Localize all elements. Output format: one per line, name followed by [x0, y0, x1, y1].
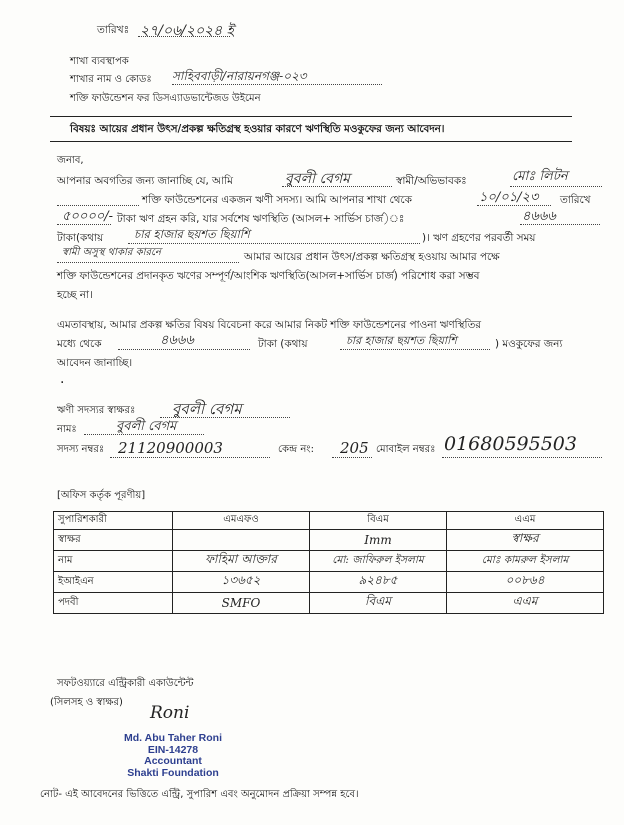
center-underline	[332, 457, 372, 458]
stamp-title: Accountant	[144, 755, 202, 767]
para2-line2-b: টাকা (কথায়	[258, 338, 308, 350]
footer-note: নোট- এই আবেদনের ভিত্তিতে এন্ট্রি, সুপারিশ এবং অনুমোদন প্রক্রিয়া সম্পন্ন হবে।	[40, 789, 359, 800]
header-cell: সুপারিশকারী	[54, 512, 173, 530]
waiver-amount: ৪৬৬৬	[160, 333, 194, 348]
accountant-seal-label: (সিলসহ ও স্বাক্ষর)	[50, 697, 123, 708]
loss-reason-underline	[57, 262, 239, 263]
header-cell: এমএফও	[173, 512, 310, 530]
organization: শক্তি ফাউন্ডেশন ফর ডিসএ্যাডভান্টেজড উইমেন	[70, 93, 261, 104]
table-row	[54, 551, 604, 572]
member-number-underline	[110, 457, 270, 458]
para1-line6: শক্তি ফাউন্ডেশনের প্রদানকৃত ঋণের সম্পূর্ণ/আংশিক ঋণস্থিতি(আসল+সার্ভিস চার্জ) পরিশোধ করা সম্ভব	[57, 270, 480, 282]
subject-bottom-rule	[50, 141, 572, 142]
table-row	[54, 530, 604, 551]
addressee: শাখা ব্যবস্থাপক	[70, 56, 129, 67]
subject: বিষয়ঃ আয়ের প্রধান উৎস/প্রকল্প ক্ষতিগ্রস্থ হওয়ার কারণে ঋণস্থিতি মওকুফের জন্য আবেদন।	[70, 123, 445, 135]
cell: বিএম	[310, 593, 447, 614]
accountant-stamp	[98, 733, 248, 779]
cell: ০০৮৬৪	[447, 572, 604, 593]
loan-date-underline	[477, 205, 551, 206]
loss-reason: স্বামী অসুস্থ থাকার কারনে	[62, 247, 161, 258]
member-number-label: সদস্য নম্বরঃ	[57, 444, 105, 455]
member-signature: বুবলী বেগম	[172, 400, 242, 418]
table-header-row	[54, 512, 604, 530]
para1-line5: আমার আয়ের প্রধান উৎস/প্রকল্প ক্ষতিগ্রস্থ হওয়ায় আমার পক্ষে	[244, 251, 500, 263]
para1-line4-b: )। ঋণ গ্রহণের পরবর্তী সময়	[422, 232, 536, 244]
cell: ফাহিমা আক্তার	[173, 551, 310, 572]
office-section-title: [অফিস কর্তৃক পূরণীয়]	[57, 490, 146, 501]
row-label: ইআইএন	[54, 572, 173, 593]
header-cell: এএম	[447, 512, 604, 530]
para1-line1-b: স্বামী/অভিভাবকঃ	[396, 175, 467, 187]
para2-line2-a: মধ্যে থেকে	[57, 338, 102, 350]
mobile-label: মোবাইল নম্বরঃ	[376, 444, 436, 455]
cell: স্বাক্ষর	[447, 530, 604, 551]
row-label: নাম	[54, 551, 173, 572]
cell: ৯২৪৮৫	[310, 572, 447, 593]
center-label: কেন্দ্র নং:	[278, 444, 314, 455]
recommendation-table	[53, 511, 604, 614]
member-signature-label: ঋণী সদস্যর স্বাক্ষরঃ	[57, 405, 136, 416]
para2-line2-c: ) মওকুফের জন্য	[495, 338, 563, 350]
cell: Imm	[310, 530, 447, 551]
member-signature-underline	[160, 417, 290, 418]
member-number: 21120900003	[118, 439, 223, 457]
cell: ১৩৬৫২	[173, 572, 310, 593]
para2-line1: এমতাবস্থায়, আমার প্রকল্প ক্ষতির বিষয় বিবেচনা করে আমার নিকট শক্তি ফাউন্ডেশনের পাওনা ঋণস্থিতির	[57, 319, 481, 331]
balance-amount: ৪৬৬৬	[522, 209, 556, 224]
para2-line3: আবেদন জানাচ্ছি।	[57, 357, 133, 369]
cell: SMFO	[173, 593, 310, 614]
para1-line2-end: তারিখে	[560, 194, 591, 206]
mobile-underline	[442, 457, 602, 458]
member-name: বুবলী বেগম	[116, 419, 177, 434]
table-row	[54, 572, 604, 593]
branch-label: শাখার নাম ও কোডঃ	[70, 74, 152, 85]
para1-line1-a: আপনার অবগতির জন্য জানাচ্ছি যে, আমি	[57, 175, 233, 187]
date-value: ২৭/০৬/২০২৪ ই	[140, 23, 234, 39]
pen-mark: ·	[60, 375, 65, 391]
cell: মোঃ কামরুল ইসলাম	[447, 551, 604, 572]
balance-words-underline	[128, 243, 420, 244]
subject-top-rule	[50, 116, 572, 117]
balance-in-words: চার হাজার ছয়শত ছিয়াশি	[134, 227, 250, 241]
guardian-underline	[510, 186, 602, 187]
mobile-number: 01680595503	[444, 433, 577, 455]
para1-line4-a: টাকা(কথায়	[57, 232, 104, 244]
stamp-name: Md. Abu Taher Roni	[124, 732, 222, 744]
waiver-words-underline	[340, 349, 490, 350]
branch-underline	[172, 84, 382, 85]
center-number: 205	[340, 439, 369, 457]
cell: এএম	[447, 593, 604, 614]
loan-amount: ৫০০০০/-	[62, 209, 114, 224]
row-label: স্বাক্ষর	[54, 530, 173, 551]
branch-value: সাহিববাড়ী/নারায়নগঞ্জ-০২৩	[172, 69, 307, 83]
date-label: তারিখঃ	[97, 24, 130, 36]
salutation: জনাব,	[57, 155, 84, 166]
stamp-ein: EIN-14278	[147, 743, 199, 756]
accountant-label: সফটওয়্যারে এন্ট্রিকারী একাউন্টেন্ট	[57, 678, 194, 689]
loan-amount-underline	[57, 224, 111, 225]
cell	[173, 530, 310, 551]
header-cell: বিএম	[310, 512, 447, 530]
row-label: পদবী	[54, 593, 173, 614]
accountant-signature: Roni	[150, 703, 190, 723]
para1-line2: শক্তি ফাউন্ডেশনের একজন ঋণী সদস্য। আমি আপনার শাখা থেকে	[142, 194, 412, 206]
stamp-org: Shakti Foundation	[127, 766, 219, 779]
para1-line2-blank	[57, 205, 139, 206]
table-row	[54, 593, 604, 614]
member-name-label: নামঃ	[57, 424, 77, 435]
borrower-name: বুবলী বেগম	[285, 171, 350, 187]
waiver-amount-underline	[118, 349, 250, 350]
para1-line3: টাকা ঋণ গ্রহন করি, যার সর্বশেষ ঋণস্থিতি (আসল+ সার্ভিস চার্জ)ঃ	[117, 213, 405, 225]
waiver-amount-in-words: চার হাজার ছয়শত ছিয়াশি	[346, 334, 457, 347]
guardian-name: মোঃ লিটন	[512, 169, 568, 184]
member-name-underline	[84, 434, 204, 435]
cell: মো: জাফিরুল ইসলাম	[310, 551, 447, 572]
date-underline	[138, 36, 230, 37]
balance-underline	[520, 224, 600, 225]
borrower-underline	[282, 186, 392, 187]
loan-date: ১০/০১/২৩	[479, 190, 539, 205]
para1-line7: হচ্ছে না।	[57, 289, 93, 301]
